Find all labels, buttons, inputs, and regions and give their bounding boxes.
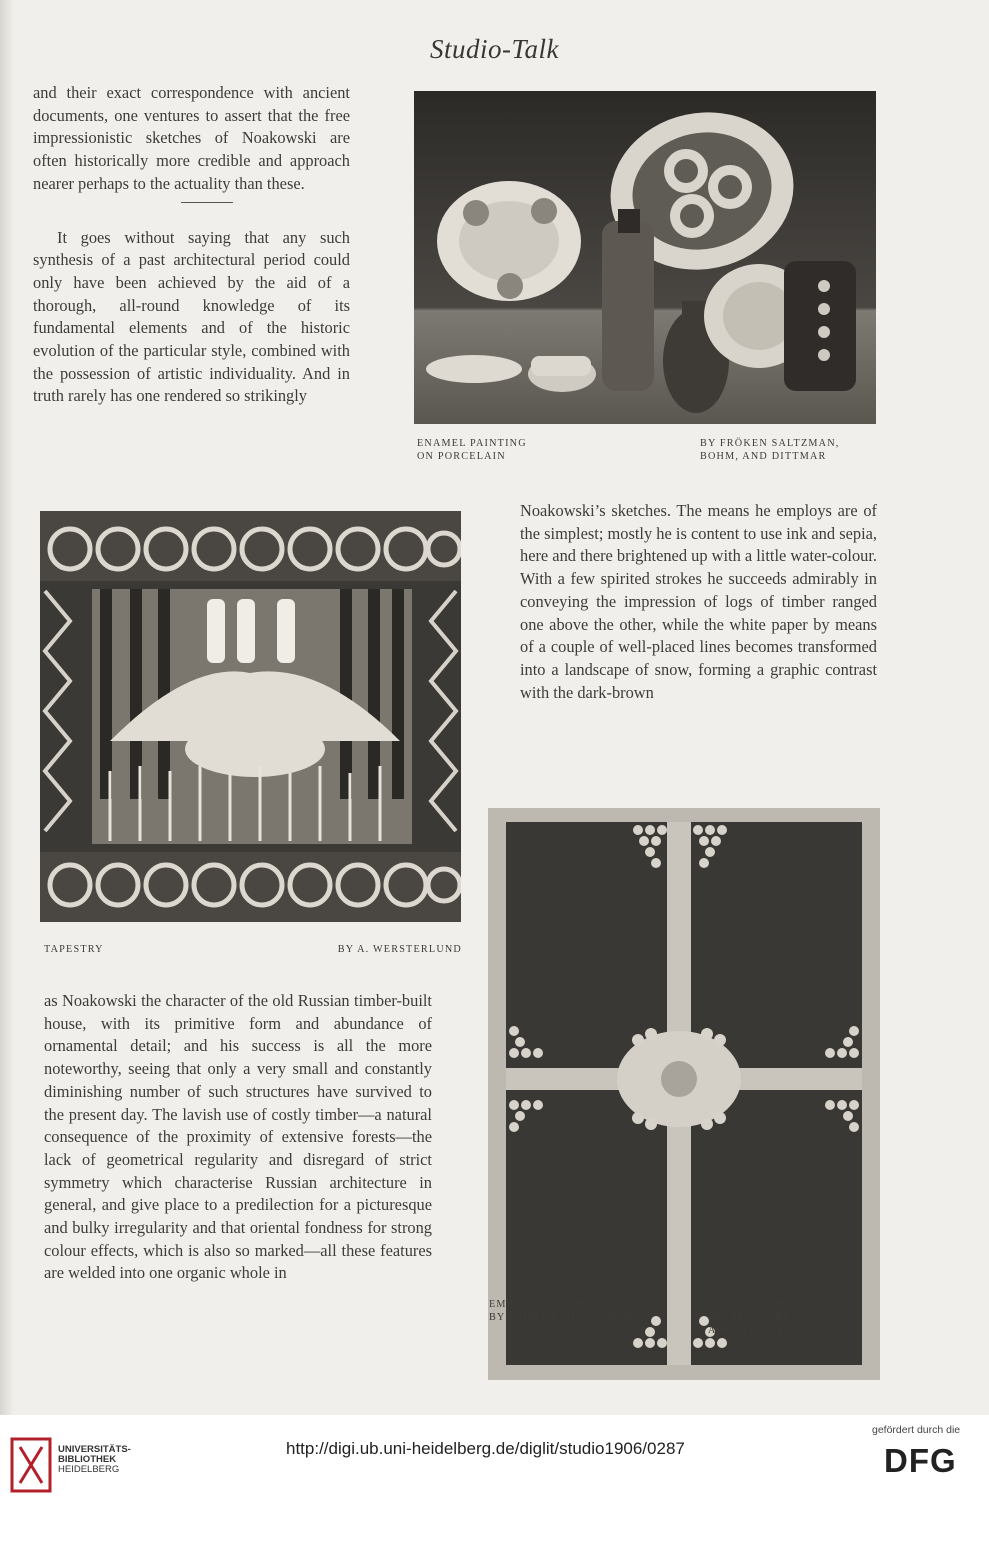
section-rule (181, 202, 233, 203)
library-line: BIBLIOTHEK (58, 1454, 117, 1465)
caption-line: BOHM, AND DITTMAR (700, 451, 827, 462)
tapestry-caption (44, 943, 462, 956)
left-bottom-column (44, 990, 432, 1285)
paragraph: It goes without saying that any such synthesis of a past architectural period could only have been achieved by the aid of a thorough, all-round knowledge of its fundamental elements and of the historic evolution of the particular style, combined with the possession of artistic individuality. And in truth rarely has one rendered so strikingly (33, 227, 350, 406)
caption-line: ENAMEL PAINTING (417, 438, 527, 449)
caption-line: EXECUTED BY PUPILS OF (708, 1299, 856, 1310)
digitization-footer (0, 1415, 989, 1546)
library-line: UNIVERSITÄTS- (58, 1444, 131, 1455)
library-logo-icon (10, 1437, 52, 1493)
paragraph: as Noakowski the character of the old Russian timber-built house, with its primitive form and abundance of ornamental detail; and his success is all the more noteworthy, seeing that only a very small and constantly diminishing number of such structures have survived to the present day. The lavish use of costly timber—a natural consequence of the proximity of extensive forests—the lack of geometrical regularity and disregard of strict symmetry which characterise Russian architecture in general, and give place to a predilection for a picturesque and bulky irregularity and that oriental fondness for strong colour effects, which is also so marked—all these features are welded into one organic whole in (44, 991, 432, 1283)
caption-right (708, 1298, 889, 1337)
caption-line: EMBROIDERY DESIGNED (489, 1299, 632, 1310)
enamel-painting-image (414, 91, 876, 424)
caption-line: TAPESTRY (44, 944, 104, 955)
right-middle-column (520, 500, 877, 704)
paragraph: and their exact correspondence with ancient documents, one ventures to assert that the free impressionistic sketches of Noakowski are often historically more credible and approach nearer perhaps to the actuality than these. (33, 83, 350, 193)
caption-line: BY FRÖKEN WICKSTRÖM (489, 1312, 634, 1323)
embroidery-photo (488, 808, 880, 1380)
page-number: 269 (816, 1345, 842, 1364)
caption-line: ON PORCELAIN (417, 451, 506, 462)
enamel-caption (417, 437, 879, 463)
tapestry-image (40, 511, 461, 922)
caption-right (700, 437, 879, 463)
library-line: HEIDELBERG (58, 1464, 120, 1475)
caption-line: BY A. WERSTERLUND (337, 944, 462, 955)
enamel-painting-photo (414, 91, 876, 424)
source-url-link[interactable]: http://digi.ub.uni-heidelberg.de/diglit/studio1906/0287 (286, 1439, 685, 1458)
embroidery-image (488, 808, 880, 1380)
running-head: Studio-Talk (429, 34, 560, 64)
caption-line: APPLIED ART (708, 1325, 785, 1336)
paragraph: Noakowski’s sketches. The means he employs are of the simplest; mostly he is content to use ink and sepia, here and there brightened up with a little water-colour. With a few spirited strokes he succeeds admirably in conveying the impression of logs of timber ranged one above the other, while the white paper by means of a couple of well-placed lines becomes transformed into a landscape of snow, forming a graphic contrast with the dark-brown (520, 501, 877, 702)
caption-line: HELSINGFORS SCHOOL OF (708, 1312, 861, 1323)
tapestry-photo (40, 511, 461, 922)
dfg-logo: DFG (884, 1442, 957, 1479)
embroidery-caption (489, 1298, 889, 1336)
library-name (58, 1445, 131, 1475)
gutter-shadow (0, 0, 14, 1415)
caption-line: BY FRÖKEN SALTZMAN, (700, 438, 840, 449)
left-top-column (33, 82, 350, 408)
funding-label: gefördert durch die (872, 1424, 961, 1436)
